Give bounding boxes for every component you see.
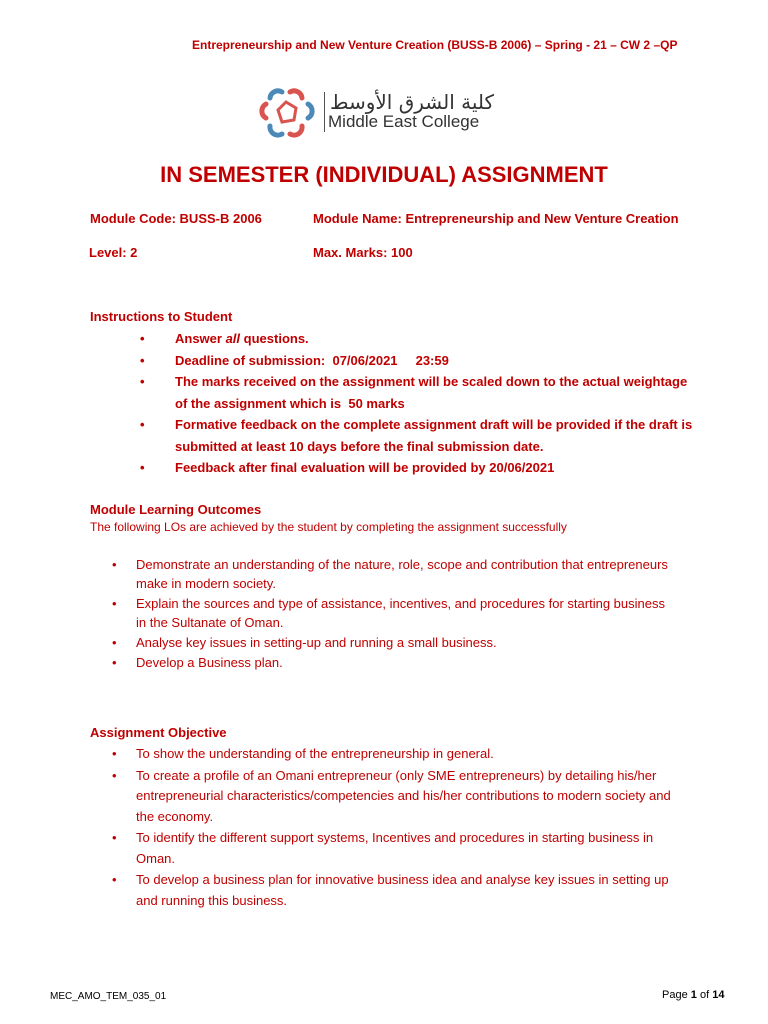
instruction-text: Feedback after final evaluation will be provided by 20/06/2021 [175,460,555,475]
instruction-text: Formative feedback on the complete assignment draft will be provided if the draft is submitted at least 10 days before the final submission date. [175,417,693,454]
page-of: of [699,989,710,1001]
bullet: • [140,460,145,475]
objective-text: To identify the different support systems, Incentives and procedures in starting business in Oman. [136,830,654,866]
bullet: • [112,655,117,670]
outcome-text: Analyse key issues in setting-up and running a small business. [136,635,497,650]
bullet: • [140,352,145,368]
level: Level: 2 [89,245,138,260]
page-number [662,989,724,1001]
logo-arabic-text: كلية الشرق الأوسط [330,90,495,114]
bullet: • [112,872,117,887]
outcome-text: Demonstrate an understanding of the nature, role, scope and contribution that entrepreneurs make in modern society. [136,557,668,591]
list-item [140,371,700,414]
outcomes-heading: Module Learning Outcomes [90,502,262,517]
page-header: Entrepreneurship and New Venture Creation (BUSS-B 2006) – Spring - 21 – CW 2 –QP [192,38,678,52]
bullet: • [112,635,117,650]
instruction-text: questions. [240,331,309,346]
list-item [140,457,700,479]
bullet: • [140,331,145,346]
page-current: 1 [690,989,697,1001]
list-item [140,350,700,372]
objective-list [112,744,692,912]
module-name: Module Name: Entrepreneurship and New Venture Creation [313,211,679,226]
page-total: 14 [712,989,725,1001]
module-code: Module Code: BUSS-B 2006 [90,211,262,226]
college-logo [258,86,528,142]
logo-english-text: Middle East College [328,112,480,131]
list-item [112,744,692,765]
outcomes-list [112,555,672,673]
bullet: • [140,417,145,432]
instruction-text: Answer [175,331,226,346]
list-item [112,555,672,593]
bullet: • [112,596,117,611]
instruction-text: The marks received on the assignment will be scaled down to the actual weightage of the assignment which is 50 marks [175,374,691,411]
college-logo-icon [258,86,322,142]
objective-text: To create a profile of an Omani entrepreneur (only SME entrepreneurs) by detailing his/her entrepreneurial characteristics/competencies and his/her contributions to modern society and the economy. [136,767,671,824]
bullet: • [140,374,145,389]
list-item [140,414,700,457]
objective-heading: Assignment Objective [90,725,227,740]
bullet: • [112,557,117,572]
outcome-text: Develop a Business plan. [136,655,283,670]
objective-text: To develop a business plan for innovative business idea and analyse key issues in setting up and running this business. [136,872,669,908]
instructions-list [140,328,700,479]
list-item [140,328,700,350]
list-item [112,633,672,652]
max-marks: Max. Marks: 100 [313,245,413,260]
bullet: • [112,746,117,761]
instruction-emphasis: all [225,331,241,346]
outcome-text: Explain the sources and type of assistance, incentives, and procedures for starting business in the Sultanate of Oman. [136,596,665,630]
list-item [112,653,672,672]
outcomes-subheading: The following LOs are achieved by the student by completing the assignment successfully [90,520,567,534]
list-item [112,766,692,828]
page-title: IN SEMESTER (INDIVIDUAL) ASSIGNMENT [160,162,608,187]
list-item [112,594,672,632]
list-item [112,828,692,869]
page-label: Page [662,989,688,1001]
instruction-text: Deadline of submission: 07/06/2021 23:59 [175,352,449,368]
instructions-heading: Instructions to Student [90,309,233,324]
footer-code: MEC_AMO_TEM_035_01 [50,991,167,1002]
objective-text: To show the understanding of the entrepreneurship in general. [136,746,494,761]
bullet: • [112,830,117,845]
list-item [112,870,692,911]
bullet: • [112,767,117,783]
